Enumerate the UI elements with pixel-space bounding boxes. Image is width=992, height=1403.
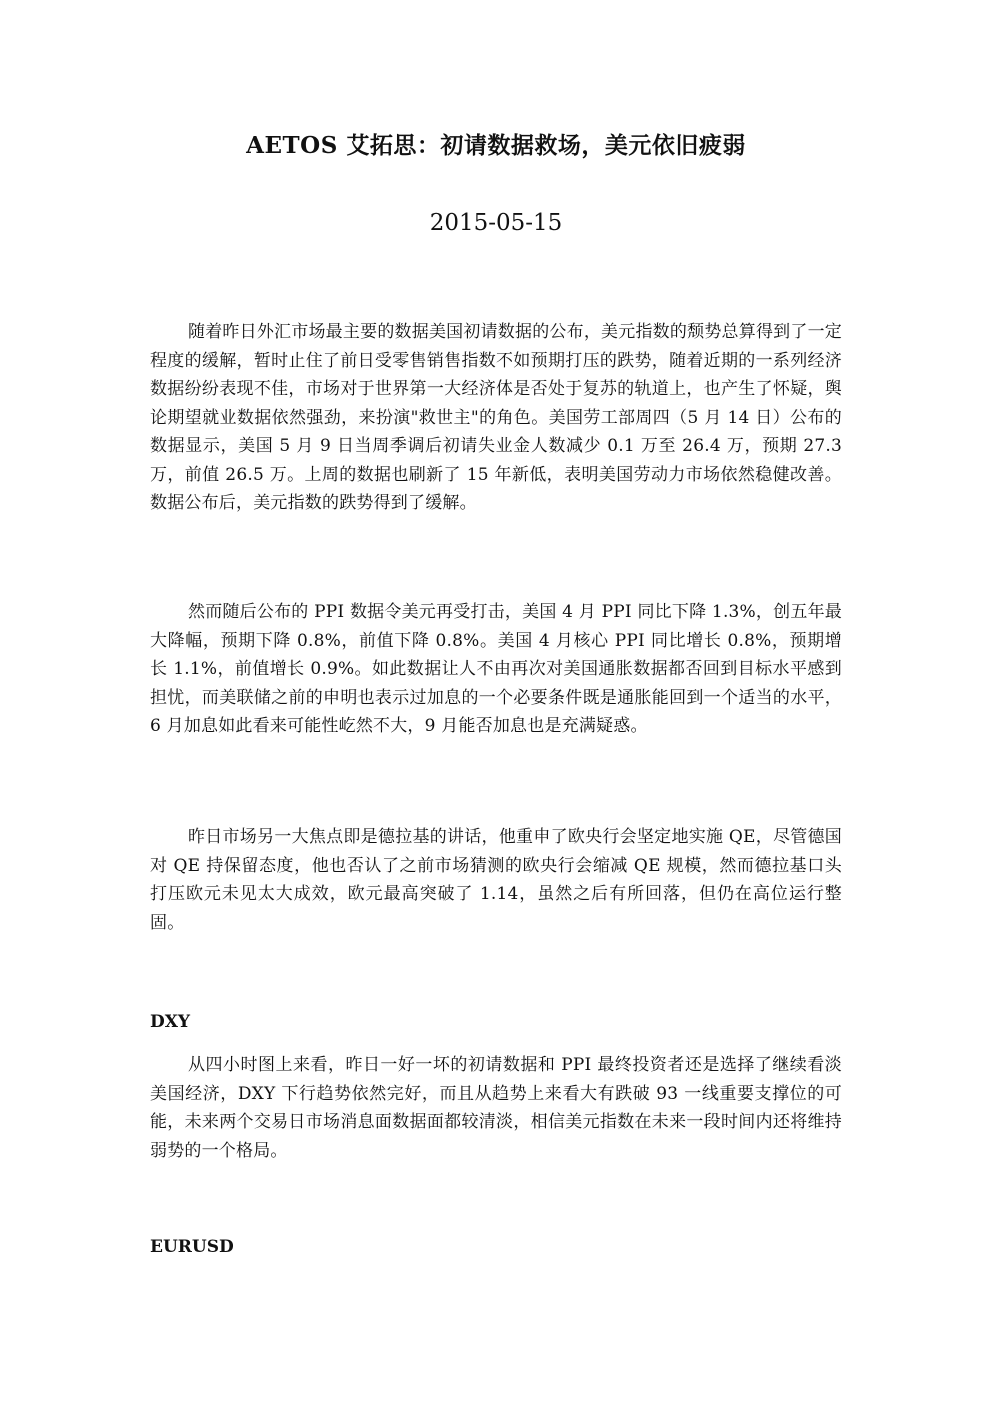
- paragraph-dxy: 从四小时图上来看，昨日一好一坏的初请数据和 PPI 最终投资者还是选择了继续看淡美国经济，DXY 下行趋势依然完好，而且从趋势上来看大有跌破 93 一线重要支撑位的可能，未来两个交易日市场消息面数据面都较清淡，相信美元指数在未来一段时间内还将维持弱势的一个格局。: [150, 1055, 842, 1161]
- section-heading-eurusd: EURUSD: [150, 1237, 234, 1257]
- paragraph-ppi: 然而随后公布的 PPI 数据令美元再受打击，美国 4 月 PPI 同比下降 1.3%，创五年最大降幅，预期下降 0.8%，前值下降 0.8%。美国 4 月核心 PPI 同比增长 0.8%，预期增长 1.1%，前值增长 0.9%。如此数据让人不由再次对美国通胀数据都否回到目标水平感到担忧，而美联储之前的申明也表示过加息的一个必要条件既是通胀能回到一个适当的水平，6 月加息如此看来可能性屹然不大，9 月能否加息也是充满疑惑。: [150, 602, 842, 736]
- section-heading-dxy: DXY: [150, 1012, 191, 1032]
- document-title: AETOS 艾拓思：初请数据救场，美元依旧疲弱: [246, 132, 746, 159]
- paragraph-draghi: 昨日市场另一大焦点即是德拉基的讲话，他重申了欧央行会坚定地实施 QE，尽管德国对 QE 持保留态度，他也否认了之前市场猜测的欧央行会缩减 QE 规模，然而德拉基口头打压欧元未见太大成效，欧元最高突破了 1.14，虽然之后有所回落，但仍在高位运行整固。: [150, 827, 842, 933]
- document-date: 2015-05-15: [429, 210, 563, 236]
- paragraph-jobless-claims: 随着昨日外汇市场最主要的数据美国初请数据的公布，美元指数的颓势总算得到了一定程度的缓解，暂时止住了前日受零售销售指数不如预期打压的跌势，随着近期的一系列经济数据纷纷表现不佳，市场对于世界第一大经济体是否处于复苏的轨道上，也产生了怀疑，舆论期望就业数据依然强劲，来扮演"救世主"的角色。美国劳工部周四（5 月 14 日）公布的数据显示，美国 5 月 9 日当周季调后初请失业金人数减少 0.1 万至 26.4 万，预期 27.3 万，前值 26.5 万。上周的数据也刷新了 15 年新低，表明美国劳动力市场依然稳健改善。数据公布后，美元指数的跌势得到了缓解。: [150, 322, 842, 513]
